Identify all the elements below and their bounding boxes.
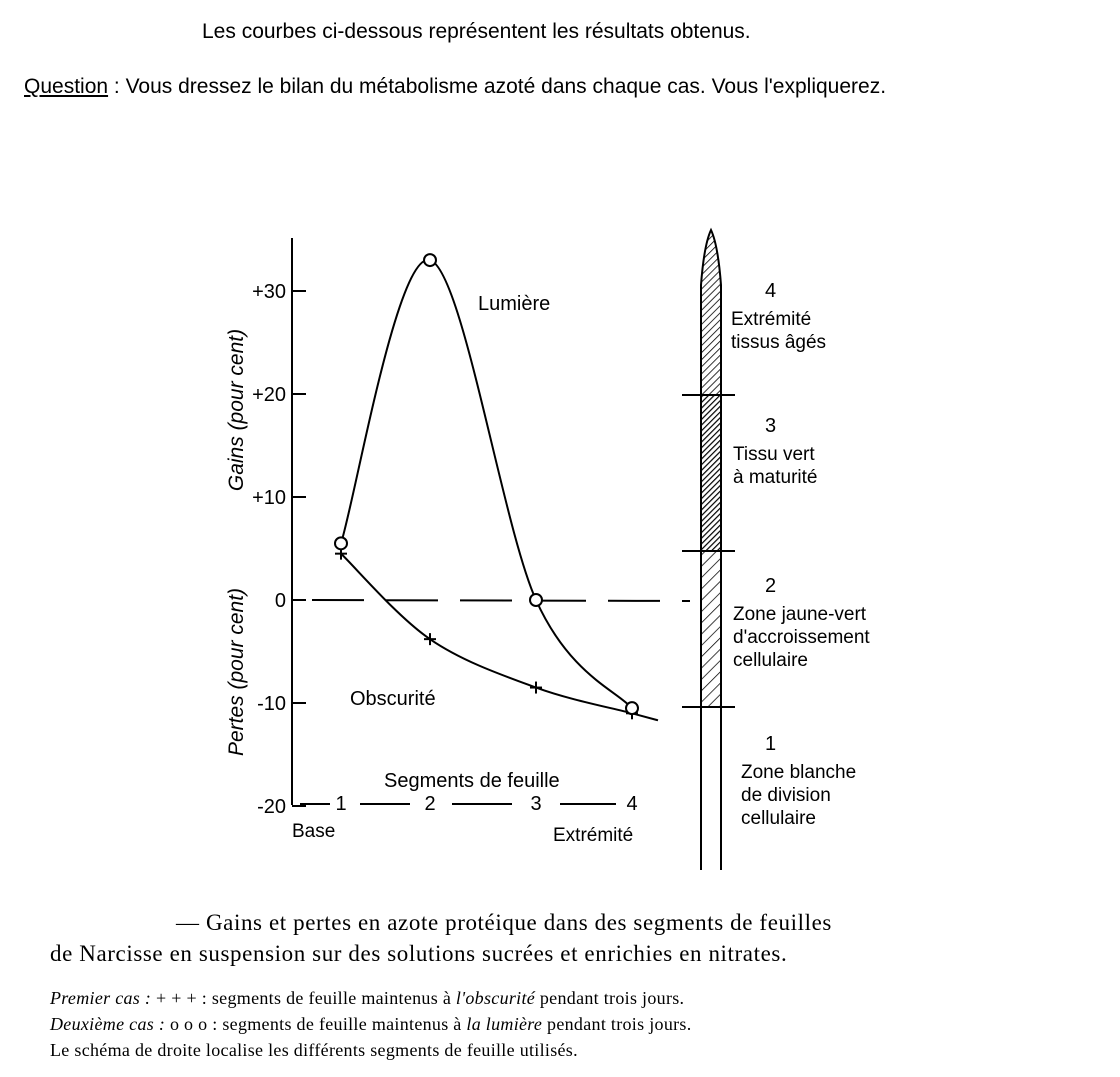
zone-1-line-3: cellulaire <box>741 808 816 829</box>
y-label-gains: Gains (pour cent) <box>225 328 248 492</box>
case2-symbols: o o o <box>165 1014 213 1034</box>
case1-text-b: pendant trois jours. <box>535 988 685 1008</box>
lumiere-point-4 <box>626 702 638 714</box>
x-tick-label-1: 1 <box>335 793 347 815</box>
y-tick-label-3: 0 <box>274 590 286 612</box>
case2-text-b: pendant trois jours. <box>542 1014 692 1034</box>
question-label: Question <box>24 75 109 98</box>
zone-1-line-2: de division <box>741 785 831 806</box>
leaf-zone-4 <box>701 230 721 395</box>
leaf-diagram <box>682 230 735 870</box>
x-end-label: Extrémité <box>553 825 634 846</box>
case2-label: Deuxième cas : <box>50 1014 166 1034</box>
caption-line-1: — Gains et pertes en azote protéique dans des segments de feuilles <box>176 910 832 935</box>
case1-text-a: : segments de feuille maintenus à <box>201 988 456 1008</box>
y-ticks <box>252 281 306 818</box>
zone-1-line-1: Zone blanche <box>741 762 857 783</box>
y-tick-label-2: +10 <box>252 487 286 509</box>
case2-text-a: : segments de feuille maintenus à <box>212 1014 467 1034</box>
zone-3-line-1: Tissu vert <box>733 444 815 465</box>
series-label-obscurite: Obscurité <box>350 688 436 710</box>
zero-line <box>312 600 690 601</box>
zone-2-line-2: d'accroissement <box>733 627 870 648</box>
leaf-zone-3 <box>701 395 721 551</box>
case1-symbols: + + + <box>151 988 202 1008</box>
series-markers <box>335 254 638 719</box>
zone-2-number: 2 <box>765 575 777 597</box>
x-tick-label-2: 2 <box>424 793 436 815</box>
y-tick-label-0: +30 <box>252 281 286 303</box>
y-tick-label-4: -10 <box>257 693 286 715</box>
y-tick-label-1: +20 <box>252 384 286 406</box>
case1-condition: l'obscurité <box>455 988 536 1008</box>
zone-3-number: 3 <box>765 415 777 437</box>
x-tick-label-4: 4 <box>626 793 638 815</box>
lumiere-point-1 <box>335 537 347 549</box>
case1-label: Premier cas : <box>50 988 152 1008</box>
intro-text: Les courbes ci-dessous représentent les résultats obtenus. <box>202 20 751 43</box>
zone-1-number: 1 <box>765 733 777 755</box>
leaf-zone-labels <box>731 280 870 829</box>
y-tick-label-5: -20 <box>257 796 286 818</box>
case2-condition: la lumière <box>466 1014 543 1034</box>
legend-case-1 <box>50 988 684 1009</box>
legend-note: Le schéma de droite localise les différents segments de feuille utilisés. <box>50 1040 578 1060</box>
question-text: : Vous dressez le bilan du métabolisme azoté dans chaque cas. Vous l'expliquerez. <box>108 75 887 98</box>
y-label-pertes: Pertes (pour cent) <box>225 587 248 757</box>
zone-2-line-1: Zone jaune-vert <box>733 604 867 625</box>
x-axis-label: Segments de feuille <box>384 770 560 792</box>
x-axis-segments <box>300 793 638 815</box>
zone-3-line-2: à maturité <box>733 467 818 488</box>
caption-line-2: de Narcisse en suspension sur des solutions sucrées et enrichies en nitrates. <box>50 941 788 966</box>
zone-4-line-2: tissus âgés <box>731 332 827 353</box>
series-lumiere-line <box>341 260 632 708</box>
series-label-lumiere: Lumière <box>478 293 551 315</box>
x-tick-label-3: 3 <box>530 793 542 815</box>
zone-4-line-1: Extrémité <box>731 309 812 330</box>
lumiere-point-2 <box>424 254 436 266</box>
zone-4-number: 4 <box>765 280 777 302</box>
zone-2-line-3: cellulaire <box>733 650 808 671</box>
leaf-zone-2 <box>701 551 721 707</box>
lumiere-point-3 <box>530 594 542 606</box>
x-base-label: Base <box>292 821 336 842</box>
legend-case-2 <box>50 1014 692 1035</box>
